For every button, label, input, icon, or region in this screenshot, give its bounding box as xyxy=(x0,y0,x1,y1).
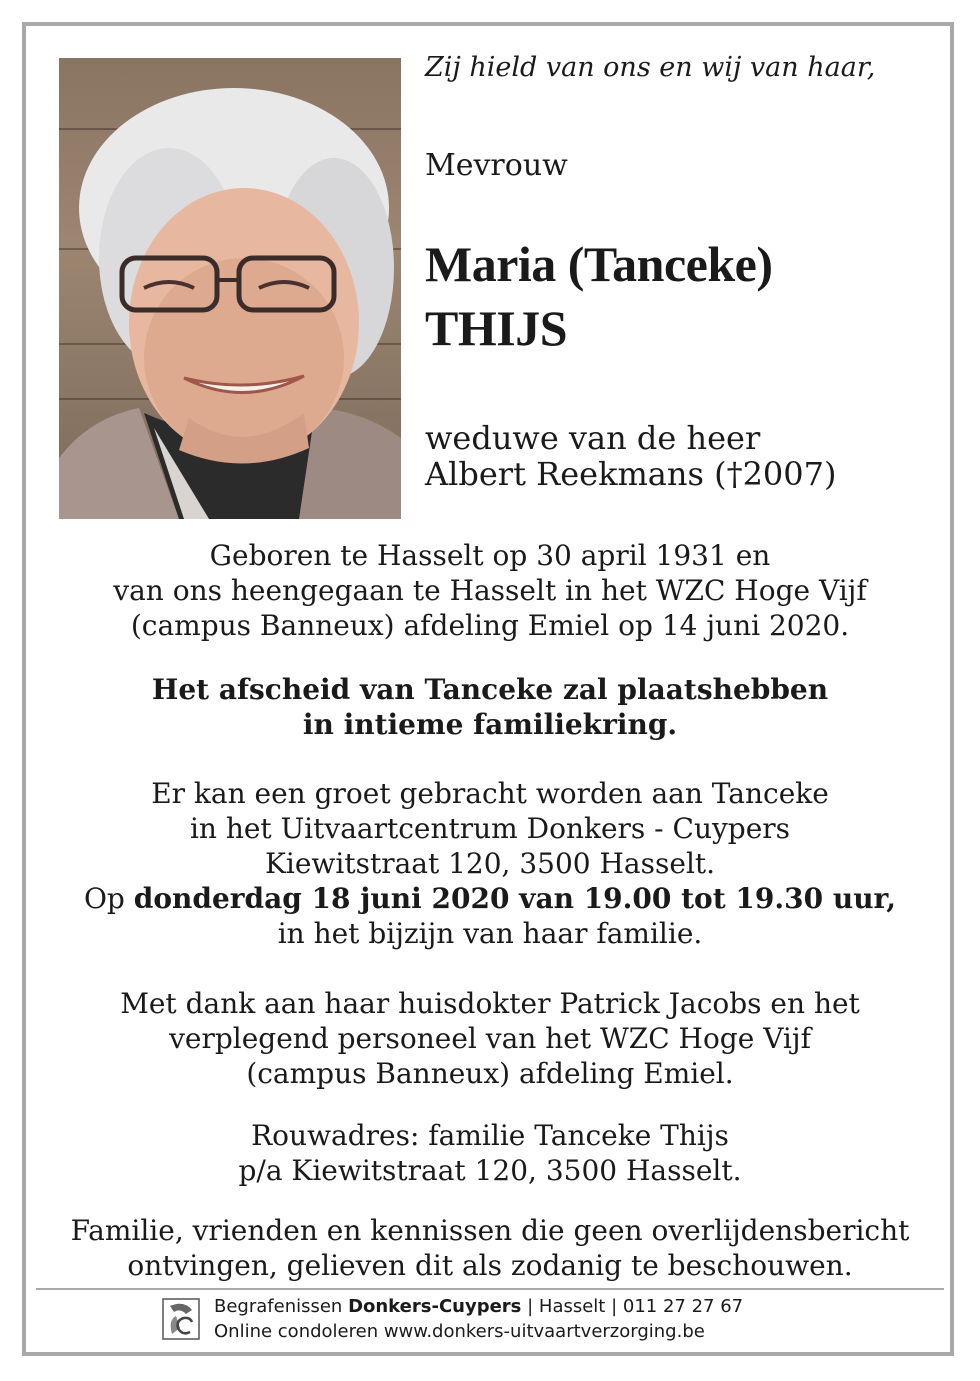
farewell-line-1: Het afscheid van Tanceke zal plaatshebben xyxy=(151,673,829,706)
notice-line-1: Familie, vrienden en kennissen die geen overlijdensbericht xyxy=(70,1214,910,1247)
widow-line-1: weduwe van de heer xyxy=(425,419,761,457)
widow-of xyxy=(425,420,836,492)
widow-line-2: Albert Reekmans (†2007) xyxy=(425,455,837,493)
honorific: Mevrouw xyxy=(425,148,568,183)
thanks-paragraph xyxy=(40,986,940,1091)
footer-phone: 011 27 27 67 xyxy=(622,1296,744,1317)
address-line-1: Rouwadres: familie Tanceke Thijs xyxy=(251,1119,729,1152)
thanks-line-2: verplegend personeel van het WZC Hoge Vijf xyxy=(169,1022,811,1055)
visit-date-prefix: Op xyxy=(83,882,134,915)
visit-line-1: Er kan een groet gebracht worden aan Tanceke xyxy=(151,777,829,810)
footer-website[interactable]: Online condoleren www.donkers-uitvaartverzorging.be xyxy=(214,1321,705,1342)
footer-separator: | xyxy=(605,1296,623,1317)
portrait-photo xyxy=(59,58,401,519)
footer-divider xyxy=(36,1288,944,1290)
thanks-line-1: Met dank aan haar huisdokter Patrick Jacobs en het xyxy=(120,987,860,1020)
farewell-line-2: in intieme familiekring. xyxy=(302,708,678,741)
birth-line-1: Geboren te Hasselt op 30 april 1931 en xyxy=(209,539,771,572)
birth-line-2: van ons heengegaan te Hasselt in het WZC Hoge Vijf xyxy=(113,574,867,607)
birth-line-3: (campus Banneux) afdeling Emiel op 14 juni 2020. xyxy=(130,609,850,642)
visit-date-time: donderdag 18 juni 2020 van 19.00 tot 19.30 uur, xyxy=(133,882,897,915)
footer-text xyxy=(214,1294,743,1344)
funeral-home-logo-icon xyxy=(162,1298,200,1340)
visit-line-2: in het Uitvaartcentrum Donkers - Cuypers xyxy=(189,812,791,845)
address-line-2: p/a Kiewitstraat 120, 3500 Hasselt. xyxy=(238,1154,742,1187)
mourning-address xyxy=(40,1118,940,1188)
farewell-paragraph xyxy=(40,672,940,742)
footer-city: Hasselt xyxy=(538,1296,606,1317)
visit-line-4 xyxy=(40,881,940,916)
name-line-1: Maria (Tanceke) xyxy=(425,236,773,292)
birth-death-paragraph xyxy=(40,538,940,643)
thanks-line-3: (campus Banneux) afdeling Emiel. xyxy=(246,1057,734,1090)
notice-line-2: ontvingen, gelieven dit als zodanig te beschouwen. xyxy=(127,1249,853,1282)
footer-prefix: Begrafenissen xyxy=(214,1296,349,1317)
footer-company-line xyxy=(214,1294,743,1319)
footer-company: Donkers-Cuypers xyxy=(348,1296,522,1317)
visit-line-5: in het bijzijn van haar familie. xyxy=(277,917,703,950)
footer-separator: | xyxy=(521,1296,539,1317)
visit-line-3: Kiewitstraat 120, 3500 Hasselt. xyxy=(264,847,716,880)
notice-paragraph xyxy=(40,1213,940,1283)
visitation-paragraph xyxy=(40,776,940,951)
opening-quote: Zij hield van ons en wij van haar, xyxy=(425,52,876,83)
name-line-2: THIJS xyxy=(425,300,568,356)
deceased-name xyxy=(425,232,773,360)
